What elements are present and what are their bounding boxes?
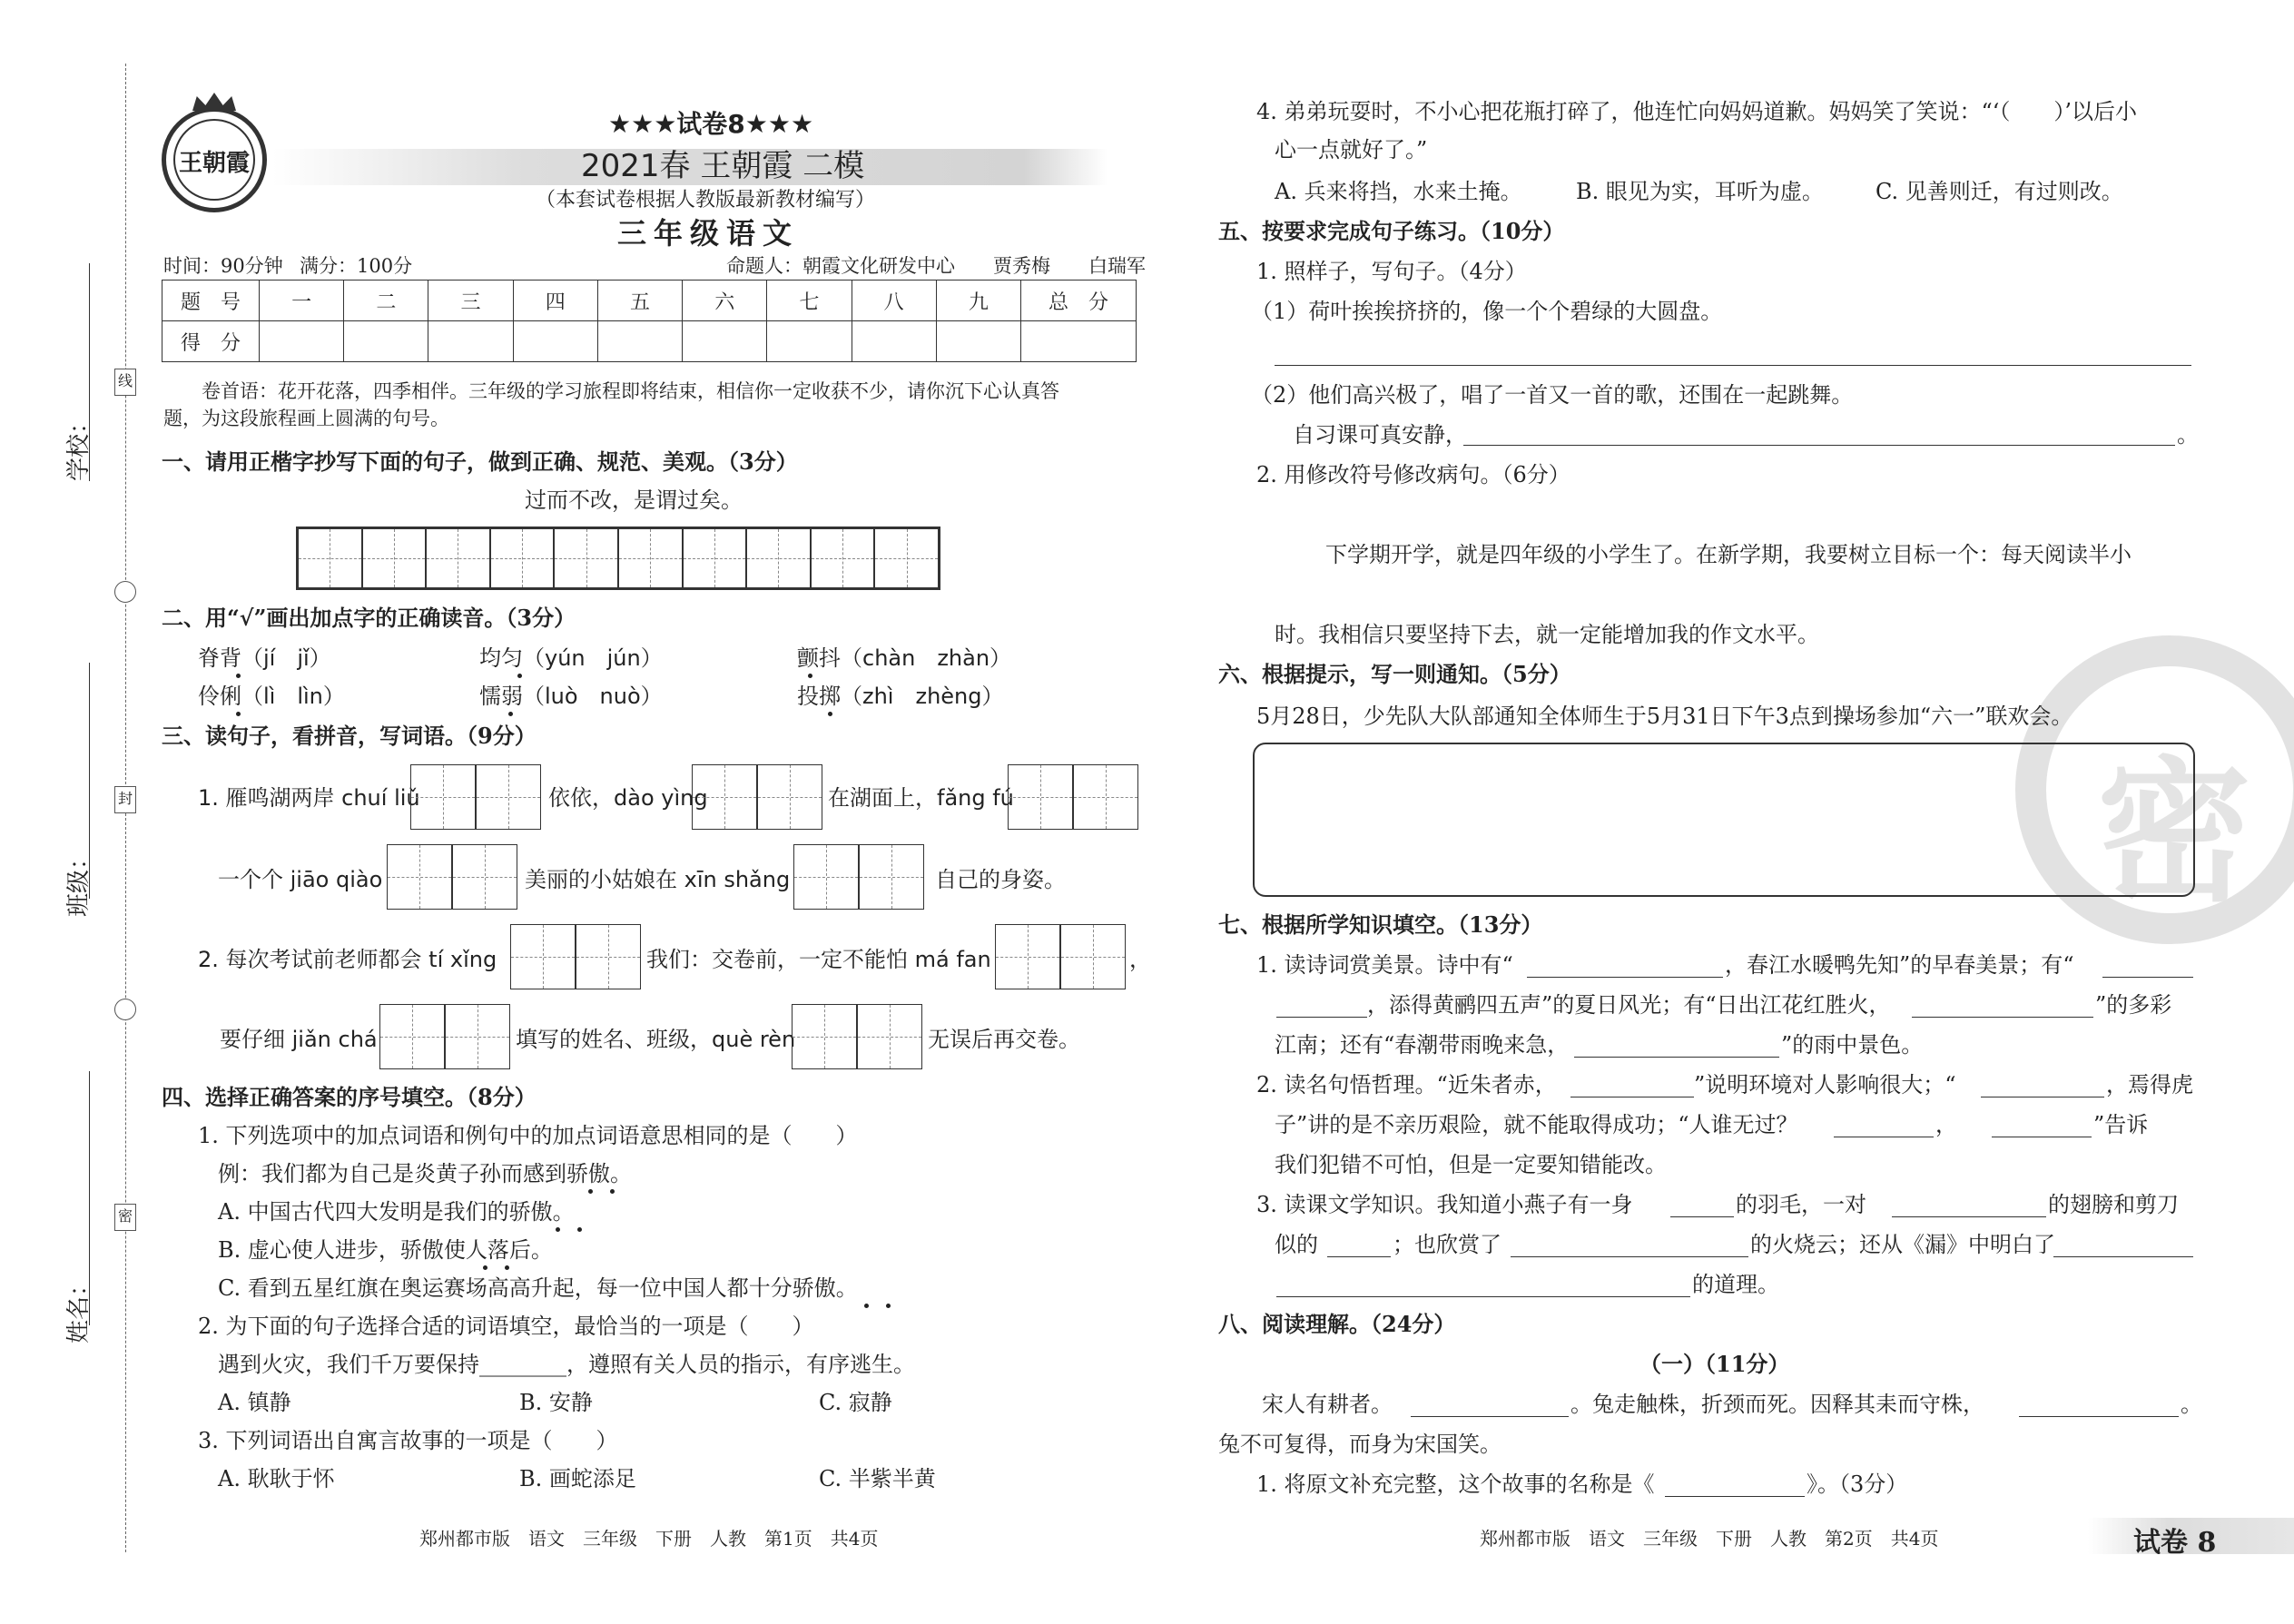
blank-line[interactable] bbox=[1511, 1256, 1748, 1257]
q7-line1: 1. 读诗词赏美景。诗中有“ bbox=[1256, 952, 1513, 978]
score-header-cell: 题 号 bbox=[162, 281, 260, 321]
q5-part2-text1[interactable]: 下学期开学，就是四年级的小学生了。在新学期，我要树立目标一个：每天阅读半小 bbox=[1325, 542, 2132, 567]
q5-part1-period: 。 bbox=[2177, 422, 2199, 448]
q5-part1-prompt: 自习课可真安静， bbox=[1293, 422, 1467, 448]
q7-line8c: 的火烧云；还从《漏》中明白了 bbox=[1750, 1232, 2055, 1257]
q4-option-b[interactable]: B. 虚心使人进步，骄傲使人落后。 bbox=[218, 1237, 553, 1263]
q4-item3-option-b[interactable]: B. 画蛇添足 bbox=[519, 1466, 636, 1491]
score-header-cell: 总 分 bbox=[1021, 281, 1137, 321]
q5-part1-example2: （2）他们高兴极了，唱了一首又一首的歌，还围在一起跳舞。 bbox=[1251, 382, 1854, 408]
q3-s1f: 自己的身姿。 bbox=[935, 867, 1066, 892]
class-field[interactable] bbox=[89, 663, 90, 899]
q7-line2: ，添得黄鹂四五声”的夏日风光；有“日出江花红胜火， bbox=[1367, 992, 1891, 1018]
emphasis-dot bbox=[505, 1265, 509, 1270]
blank-line[interactable] bbox=[1411, 1416, 1569, 1417]
emphasis-dot bbox=[886, 1304, 891, 1308]
q2-title: 二、用“√”画出加点字的正确读音。（3分） bbox=[162, 605, 576, 631]
q7-line2b: ”的多彩 bbox=[2095, 992, 2172, 1018]
q2-item[interactable]: 投掷（zhì zhèng） bbox=[797, 684, 1004, 709]
q3-s2c: ， bbox=[1129, 947, 1151, 972]
emphasis-dot bbox=[588, 1189, 593, 1194]
q3-s1a: 1. 雁鸣湖两岸 chuí liǔ bbox=[198, 785, 420, 811]
blank-line[interactable] bbox=[2019, 1416, 2179, 1417]
score-table-score-row bbox=[162, 321, 1137, 362]
pinyin-box-cell[interactable] bbox=[859, 844, 924, 910]
series-label: ★★★试卷8★★★ bbox=[608, 109, 814, 139]
pinyin-answer-box[interactable] bbox=[387, 844, 517, 910]
q8-text1c: 。 bbox=[2181, 1392, 2202, 1417]
class-label: 班级： bbox=[65, 845, 93, 917]
writing-grid-cell[interactable] bbox=[874, 528, 939, 588]
blank-line[interactable] bbox=[2102, 977, 2193, 978]
q6-title: 六、根据提示，写一则通知。（5分） bbox=[1218, 661, 1571, 687]
logo-emblem bbox=[162, 107, 267, 212]
q3-s1e: 美丽的小姑娘在 xīn shǎng bbox=[525, 867, 791, 892]
q4-item3: 3. 下列词语出自寓言故事的一项是（ ） bbox=[198, 1428, 618, 1453]
punch-hole-icon bbox=[114, 581, 136, 603]
q4-item2-option-a[interactable]: A. 镇静 bbox=[218, 1390, 291, 1415]
punch-hole-icon bbox=[114, 999, 136, 1020]
score-cell[interactable] bbox=[683, 321, 767, 362]
q7-line7c: 的翅膀和剪刀 bbox=[2048, 1192, 2179, 1217]
binding-strip bbox=[0, 0, 145, 1624]
pinyin-box-cell[interactable] bbox=[995, 924, 1060, 989]
seal-mark-line: 线 bbox=[114, 369, 136, 396]
answer-line[interactable] bbox=[1463, 445, 2175, 446]
score-cell[interactable] bbox=[1021, 321, 1137, 362]
pinyin-answer-box[interactable] bbox=[379, 1004, 510, 1069]
q4-item3-option-a[interactable]: A. 耿耿于怀 bbox=[218, 1466, 335, 1491]
writing-grid-cell[interactable] bbox=[554, 528, 618, 588]
score-cell[interactable] bbox=[428, 321, 513, 362]
writing-grid-cell[interactable] bbox=[426, 528, 490, 588]
q4-item2-sentence: 遇到火灾，我们千万要保持________，遵照有关人员的指示，有序逃生。 bbox=[218, 1352, 915, 1377]
pinyin-box-cell[interactable] bbox=[792, 1004, 857, 1069]
q4-item4-option-a[interactable]: A. 兵来将挡，水来土掩。 bbox=[1275, 179, 1522, 204]
pinyin-answer-box[interactable] bbox=[793, 844, 924, 910]
pinyin-box-cell[interactable] bbox=[510, 924, 576, 989]
pinyin-box-cell[interactable] bbox=[410, 764, 476, 830]
full-score-label: 满分：100分 bbox=[300, 255, 413, 277]
intro-line-2: 题，为这段旅程画上圆满的句号。 bbox=[163, 408, 449, 429]
q7-line8: 似的 bbox=[1275, 1232, 1318, 1257]
q5-part2-text2[interactable]: 时。我相信只要坚持下去，就一定能增加我的作文水平。 bbox=[1275, 622, 1819, 647]
pinyin-answer-box[interactable] bbox=[410, 764, 541, 830]
blank-line[interactable] bbox=[1912, 1017, 2093, 1018]
watermark-text: 密 bbox=[2097, 742, 2252, 923]
q2-item[interactable]: 颤抖（chàn zhàn） bbox=[797, 645, 1012, 671]
q7-line9b: 的道理。 bbox=[1692, 1272, 1779, 1297]
pinyin-box-cell[interactable] bbox=[1073, 764, 1138, 830]
pinyin-box-cell[interactable] bbox=[692, 764, 757, 830]
writing-grid-cell[interactable] bbox=[811, 528, 875, 588]
writing-grid-cell[interactable] bbox=[362, 528, 427, 588]
score-cell[interactable] bbox=[513, 321, 597, 362]
q4-item3-option-c[interactable]: C. 半紫半黄 bbox=[819, 1466, 936, 1491]
q8-title: 八、阅读理解。（24分） bbox=[1218, 1311, 1456, 1337]
name-field[interactable] bbox=[89, 1071, 90, 1325]
q4-item2-option-c[interactable]: C. 寂静 bbox=[819, 1390, 892, 1415]
q5-title: 五、按要求完成句子练习。（10分） bbox=[1218, 218, 1565, 244]
q8-text2: 兔不可复得，而身为宋国笑。 bbox=[1218, 1432, 1501, 1457]
q5-part1: 1. 照样子，写句子。（4分） bbox=[1256, 259, 1527, 284]
score-header-cell: 三 bbox=[428, 281, 513, 321]
q4-item2: 2. 为下面的句子选择合适的词语填空，最恰当的一项是（ ） bbox=[198, 1314, 814, 1339]
pinyin-box-cell[interactable] bbox=[379, 1004, 445, 1069]
name-label: 姓名： bbox=[65, 1272, 93, 1343]
emphasis-dot bbox=[577, 1227, 582, 1232]
subject-title: 三年级语文 bbox=[617, 216, 800, 251]
blank-line[interactable] bbox=[1327, 1256, 1391, 1257]
time-label: 时间：90分钟 bbox=[163, 255, 283, 277]
q1-title: 一、请用正楷字抄写下面的句子，做到正确、规范、美观。（3分） bbox=[162, 448, 798, 475]
q3-s1b: 依依，dào yìng bbox=[548, 785, 708, 811]
score-header-cell: 九 bbox=[936, 281, 1020, 321]
pinyin-box-cell[interactable] bbox=[857, 1004, 922, 1069]
pinyin-box-cell[interactable] bbox=[757, 764, 822, 830]
writing-grid-cell[interactable] bbox=[490, 528, 555, 588]
pinyin-answer-box[interactable] bbox=[792, 1004, 922, 1069]
pinyin-answer-box[interactable] bbox=[692, 764, 822, 830]
q3-s2a: 2. 每次考试前老师都会 tí xǐng bbox=[198, 947, 497, 972]
q7-line1b: ，春江水暖鸭先知”的早春美景；有“ bbox=[1725, 952, 2074, 978]
authors-label: 命题人：朝霞文化研发中心 贾秀梅 白瑞军 bbox=[726, 255, 1146, 277]
emphasis-dot bbox=[808, 674, 812, 678]
intro-line-1: 卷首语：花开花落，四季相伴。三年级的学习旅程即将结束，相信你一定收获不少，请你沉下心认真答 bbox=[202, 380, 1059, 402]
score-header-cell: 四 bbox=[513, 281, 597, 321]
pinyin-box-cell[interactable] bbox=[476, 764, 541, 830]
score-row-label: 得 分 bbox=[162, 321, 260, 362]
q8-question1: 1. 将原文补充完整，这个故事的名称是《 bbox=[1256, 1471, 1655, 1497]
q7-line4b: ”说明环境对人影响很大；“ bbox=[1694, 1072, 1956, 1097]
score-header-cell: 一 bbox=[260, 281, 344, 321]
q4-title: 四、选择正确答案的序号填空。（8分） bbox=[162, 1084, 537, 1110]
emphasis-dot bbox=[517, 674, 522, 678]
q7-line5: 子”讲的是不亲历艰险，就不能取得成功；“人谁无过？ bbox=[1275, 1112, 1798, 1137]
q7-title: 七、根据所学知识填空。（13分） bbox=[1218, 911, 1543, 938]
emphasis-dot bbox=[610, 1189, 615, 1194]
score-cell[interactable] bbox=[260, 321, 344, 362]
q3-s2d: 要仔细 jiǎn chá bbox=[220, 1027, 378, 1052]
emphasis-dot bbox=[236, 712, 241, 716]
footer-tag: 试卷 8 bbox=[2133, 1527, 2217, 1559]
q1-copy-grid[interactable] bbox=[296, 527, 940, 590]
q7-line6: 我们犯错不可怕，但是一定要知错能改。 bbox=[1275, 1152, 1667, 1177]
footer-right: 郑州都市版 语文 三年级 下册 人教 第2页 共4页 bbox=[1480, 1528, 1939, 1550]
pinyin-box-cell[interactable] bbox=[1008, 764, 1073, 830]
score-table-header-row bbox=[162, 281, 1137, 321]
answer-line[interactable] bbox=[1275, 365, 2191, 366]
school-label: 学校： bbox=[65, 409, 93, 481]
q4-item4-line1: 4. 弟弟玩耍时，不小心把花瓶打碎了，他连忙向妈妈道歉。妈妈笑了笑说：“‘（ ）’以后小 bbox=[1256, 99, 2138, 124]
q3-title: 三、读句子，看拼音，写词语。（9分） bbox=[162, 723, 537, 749]
score-cell[interactable] bbox=[344, 321, 428, 362]
score-header-cell: 二 bbox=[344, 281, 428, 321]
q2-item[interactable]: 均匀（yún jún） bbox=[479, 645, 663, 671]
pinyin-box-cell[interactable] bbox=[1060, 924, 1126, 989]
writing-grid-cell[interactable] bbox=[746, 528, 811, 588]
score-table bbox=[162, 280, 1137, 362]
pinyin-box-cell[interactable] bbox=[793, 844, 859, 910]
score-header-cell: 五 bbox=[597, 281, 682, 321]
logo-text: 王朝霞 bbox=[179, 150, 251, 177]
emphasis-dot bbox=[236, 674, 241, 678]
q4-option-c[interactable]: C. 看到五星红旗在奥运赛场高高升起，每一位中国人都十分骄傲。 bbox=[218, 1275, 858, 1301]
q4-item4-option-b[interactable]: B. 眼见为实，耳听为虚。 bbox=[1576, 179, 1824, 204]
score-cell[interactable] bbox=[767, 321, 852, 362]
q4-item4-line2: 心一点就好了。” bbox=[1275, 137, 1428, 162]
blank-line[interactable] bbox=[1527, 977, 1723, 978]
q7-line3: 江南；还有“春潮带雨晚来急， bbox=[1275, 1032, 1570, 1058]
q8-text1b: 。兔走触株，折颈而死。因释其耒而守株， bbox=[1570, 1392, 1984, 1417]
pinyin-box-cell[interactable] bbox=[387, 844, 452, 910]
footer-left: 郑州都市版 语文 三年级 下册 人教 第1页 共4页 bbox=[419, 1528, 879, 1550]
q5-part2: 2. 用修改符号修改病句。（6分） bbox=[1256, 462, 1570, 487]
q3-s2f: 无误后再交卷。 bbox=[928, 1027, 1080, 1052]
score-cell[interactable] bbox=[852, 321, 936, 362]
q1-sentence: 过而不改，是谓过矣。 bbox=[525, 487, 743, 513]
q5-part1-example1: （1）荷叶挨挨挤挤的，像一个个碧绿的大圆盘。 bbox=[1251, 299, 1723, 324]
score-cell[interactable] bbox=[597, 321, 682, 362]
q3-s2b: 我们：交卷前，一定不能怕 má fan bbox=[646, 947, 991, 972]
pinyin-box-cell[interactable] bbox=[445, 1004, 510, 1069]
blank-line[interactable] bbox=[1670, 1216, 1734, 1217]
pinyin-box-cell[interactable] bbox=[576, 924, 641, 989]
q6-prompt: 5月28日，少先队大队部通知全体师生于5月31日下午3点到操场参加“六一”联欢会。 bbox=[1256, 704, 2073, 729]
q4-item1: 1. 下列选项中的加点词语和例句中的加点词语意思相同的是（ ） bbox=[198, 1123, 858, 1148]
pinyin-answer-box[interactable] bbox=[510, 924, 641, 989]
blank-line[interactable] bbox=[1276, 1017, 1367, 1018]
exam-title: 2021春 王朝霞 二模 bbox=[581, 148, 865, 184]
q7-line7b: 的羽毛，一对 bbox=[1736, 1192, 1866, 1217]
q4-option-a[interactable]: A. 中国古代四大发明是我们的骄傲。 bbox=[218, 1199, 575, 1225]
score-header-cell: 七 bbox=[767, 281, 852, 321]
score-header-cell: 八 bbox=[852, 281, 936, 321]
crown-icon bbox=[192, 93, 236, 111]
blank-line[interactable] bbox=[2053, 1256, 2193, 1257]
seal-mark-secret: 密 bbox=[114, 1204, 136, 1231]
q7-line7: 3. 读课文学知识。我知道小燕子有一身 bbox=[1256, 1192, 1633, 1217]
q2-item[interactable]: 脊背（jí jǐ） bbox=[198, 645, 331, 671]
q3-s1c: 在湖面上，fǎng fú bbox=[828, 785, 1014, 811]
school-field[interactable] bbox=[89, 263, 90, 481]
emphasis-dot bbox=[864, 1304, 869, 1308]
q4-item2-option-b[interactable]: B. 安静 bbox=[519, 1390, 593, 1415]
q8-text1: 宋人有耕者。 bbox=[1262, 1392, 1393, 1417]
score-header-cell: 六 bbox=[683, 281, 767, 321]
seal-mark-seal: 封 bbox=[114, 786, 136, 813]
blank-line[interactable] bbox=[1276, 1296, 1690, 1297]
q2-item[interactable]: 懦弱（luò nuò） bbox=[479, 684, 663, 709]
emphasis-dot bbox=[556, 1227, 560, 1232]
blank-line[interactable] bbox=[1574, 1057, 1779, 1058]
writing-grid-cell[interactable] bbox=[298, 528, 362, 588]
q7-line5c: ”告诉 bbox=[2093, 1112, 2149, 1137]
q4-item4-option-c[interactable]: C. 见善则迁，有过则改。 bbox=[1876, 179, 2123, 204]
emphasis-dot bbox=[508, 712, 513, 716]
q2-item[interactable]: 伶俐（lì lìn） bbox=[198, 684, 345, 709]
q3-s1d: 一个个 jiāo qiào bbox=[218, 867, 383, 892]
pinyin-answer-box[interactable] bbox=[995, 924, 1126, 989]
q8-sub-title: （一）（11分） bbox=[1639, 1351, 1790, 1377]
writing-grid-cell[interactable] bbox=[683, 528, 747, 588]
q7-line5b: ， bbox=[1935, 1112, 1957, 1137]
pinyin-box-cell[interactable] bbox=[452, 844, 517, 910]
q7-line4c: ，焉得虎 bbox=[2106, 1072, 2193, 1097]
notice-writing-box[interactable] bbox=[1253, 743, 2195, 897]
exam-subtitle: （本套试卷根据人教版最新教材编写） bbox=[536, 189, 876, 212]
blank-line[interactable] bbox=[1892, 1216, 2046, 1217]
q3-s2e: 填写的姓名、班级，què rèn bbox=[516, 1027, 796, 1052]
blank-line[interactable] bbox=[1665, 1496, 1805, 1497]
pinyin-answer-box[interactable] bbox=[1008, 764, 1138, 830]
score-cell[interactable] bbox=[936, 321, 1020, 362]
q4-example: 例：我们都为自己是炎黄子孙而感到骄傲。 bbox=[218, 1161, 632, 1186]
q7-line3b: ”的雨中景色。 bbox=[1781, 1032, 1924, 1058]
q8-question1b: 》。（3分） bbox=[1807, 1471, 1908, 1497]
q7-line8b: ；也欣赏了 bbox=[1393, 1232, 1501, 1257]
q7-line4: 2. 读名句悟哲理。“近朱者赤， bbox=[1256, 1072, 1557, 1097]
emphasis-dot bbox=[828, 712, 832, 716]
emphasis-dot bbox=[483, 1265, 487, 1270]
writing-grid-cell[interactable] bbox=[618, 528, 683, 588]
